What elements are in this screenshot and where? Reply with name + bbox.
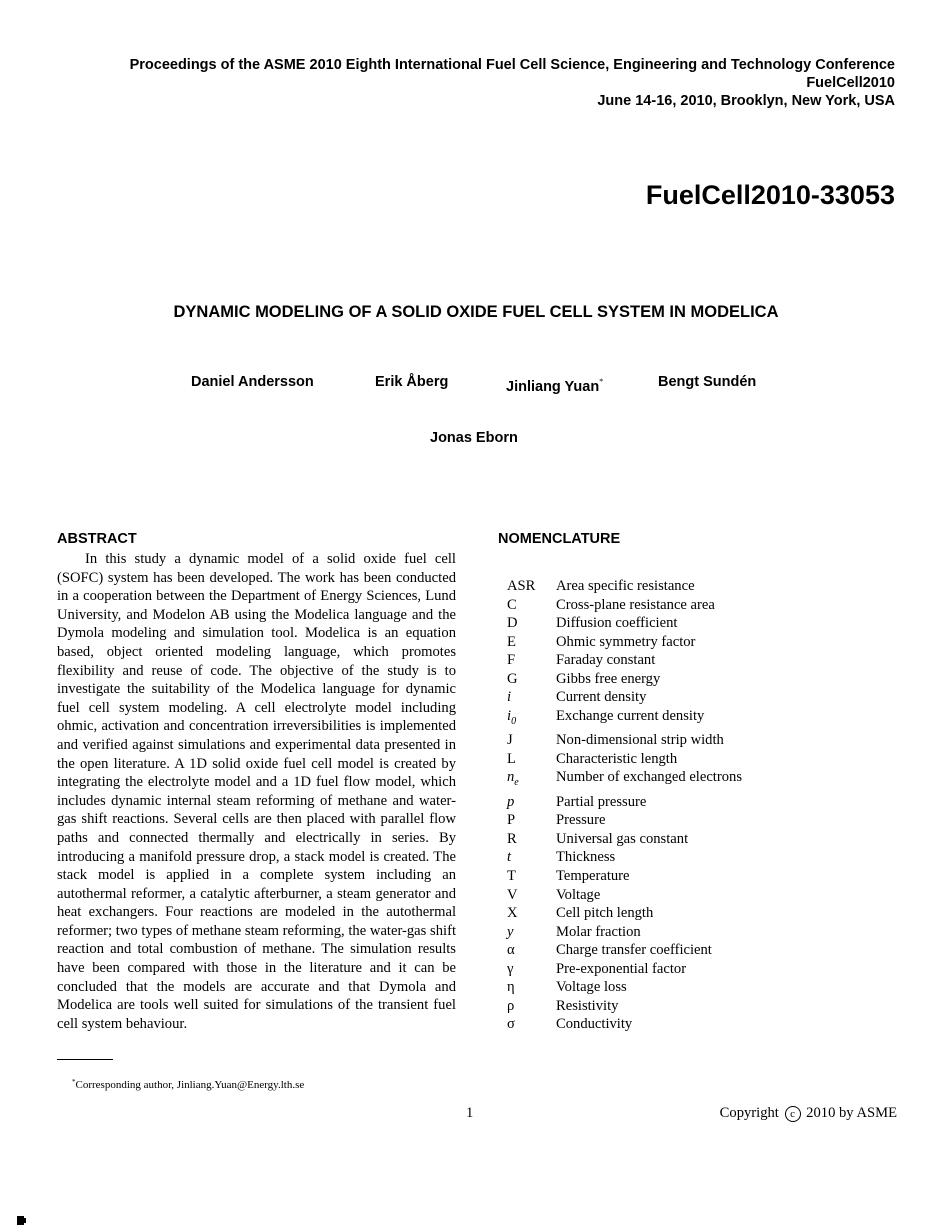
nomenclature-symbol-text: D: [507, 615, 518, 632]
nomenclature-description: Thickness: [556, 849, 616, 866]
nomenclature-row: [507, 960, 742, 979]
nomenclature-row: [507, 886, 742, 905]
nomenclature-row: [507, 923, 742, 942]
nomenclature-symbol: [507, 768, 556, 792]
nomenclature-symbol: [507, 811, 556, 830]
nomenclature-row: [507, 731, 742, 750]
nomenclature-description: Charge transfer coefficient: [556, 942, 712, 959]
paper-number: FuelCell2010-33053: [645, 180, 895, 210]
nomenclature-symbol-text: R: [507, 830, 517, 847]
footnote-mark: *: [72, 1078, 76, 1086]
nomenclature-symbol-text: σ: [507, 1016, 515, 1033]
nomenclature-symbol-text: α: [507, 942, 515, 959]
nomenclature-description: Cross-plane resistance area: [556, 596, 715, 613]
nomenclature-description: Partial pressure: [556, 793, 647, 810]
nomenclature-symbol: [507, 651, 556, 670]
paper-title: DYNAMIC MODELING OF A SOLID OXIDE FUEL CELL SYSTEM IN MODELICA: [173, 303, 779, 321]
nomenclature-description: Pressure: [556, 812, 606, 829]
corresponding-author-mark: *: [599, 377, 604, 386]
nomenclature-symbol: [507, 577, 556, 596]
abstract-heading: ABSTRACT: [57, 531, 137, 547]
nomenclature-symbol-text: E: [507, 633, 516, 650]
nomenclature-row: [507, 688, 742, 707]
nomenclature-symbol: [507, 793, 556, 812]
nomenclature-symbol-text: ASR: [507, 578, 536, 594]
nomenclature-symbol: [507, 867, 556, 886]
nomenclature-body: [507, 577, 742, 1034]
nomenclature-symbol-text: L: [507, 750, 516, 767]
nomenclature-row: [507, 614, 742, 633]
conference-name: Proceedings of the ASME 2010 Eighth International Fuel Cell Science, Engineering and Technology Conference: [129, 57, 895, 73]
nomenclature-description: Characteristic length: [556, 750, 678, 767]
page-number: 1: [466, 1105, 474, 1121]
nomenclature-row: [507, 651, 742, 670]
nomenclature-symbol: [507, 750, 556, 769]
nomenclature-row: [507, 941, 742, 960]
nomenclature-symbol-text: X: [507, 905, 518, 922]
nomenclature-symbol: [507, 941, 556, 960]
nomenclature-row: [507, 596, 742, 615]
nomenclature-row: [507, 997, 742, 1016]
nomenclature-row: [507, 633, 742, 652]
conference-date-location: June 14-16, 2010, Brooklyn, New York, USA: [597, 93, 895, 109]
nomenclature-symbol-text: i: [507, 707, 512, 724]
nomenclature-symbol: [507, 904, 556, 923]
nomenclature-table: [507, 577, 742, 1034]
nomenclature-symbol: [507, 848, 556, 867]
nomenclature-symbol: [507, 614, 556, 633]
nomenclature-description: Non-dimensional strip width: [556, 732, 724, 749]
nomenclature-row: [507, 670, 742, 689]
nomenclature-description: Diffusion coefficient: [556, 615, 678, 632]
nomenclature-description: Resistivity: [556, 997, 619, 1014]
nomenclature-description: Cell pitch length: [556, 905, 654, 922]
nomenclature-row: [507, 811, 742, 830]
nomenclature-symbol-text: G: [507, 670, 518, 687]
nomenclature-symbol: [507, 830, 556, 849]
nomenclature-row: [507, 707, 742, 731]
author-3: [506, 373, 603, 396]
nomenclature-heading: NOMENCLATURE: [498, 531, 621, 547]
nomenclature-symbol-subscript: e: [514, 777, 519, 789]
author-1: Daniel Andersson: [191, 374, 314, 390]
nomenclature-symbol: [507, 1015, 556, 1034]
nomenclature-symbol: [507, 997, 556, 1016]
nomenclature-description: Current density: [556, 689, 647, 706]
author-3-name: Jinliang Yuan: [506, 379, 600, 395]
nomenclature-symbol-text: t: [507, 849, 512, 866]
nomenclature-symbol-text: η: [507, 979, 515, 996]
nomenclature-row: [507, 750, 742, 769]
nomenclature-row: [507, 867, 742, 886]
nomenclature-row: [507, 848, 742, 867]
nomenclature-row: [507, 904, 742, 923]
nomenclature-symbol-text: F: [507, 652, 516, 669]
nomenclature-description: Area specific resistance: [556, 578, 695, 594]
nomenclature-symbol: [507, 670, 556, 689]
copyright-symbol: c: [785, 1106, 801, 1122]
copyright-notice: [720, 1104, 897, 1122]
copyright-suffix: 2010 by ASME: [806, 1105, 897, 1121]
nomenclature-symbol: [507, 886, 556, 905]
nomenclature-symbol-text: P: [507, 812, 516, 829]
nomenclature-description: Ohmic symmetry factor: [556, 633, 696, 650]
nomenclature-description: Molar fraction: [556, 923, 641, 940]
nomenclature-symbol: [507, 688, 556, 707]
nomenclature-row: [507, 768, 742, 792]
nomenclature-symbol-text: i: [507, 689, 512, 706]
footnote-text: Corresponding author, Jinliang.Yuan@Energy.lth.se: [75, 1079, 305, 1091]
nomenclature-row: [507, 577, 742, 596]
nomenclature-symbol: [507, 960, 556, 979]
nomenclature-description: Conductivity: [556, 1016, 633, 1033]
footnote: [72, 1075, 304, 1092]
nomenclature-description: Voltage loss: [556, 979, 627, 996]
nomenclature-symbol: [507, 633, 556, 652]
nomenclature-symbol-text: T: [507, 868, 516, 885]
nomenclature-description: Faraday constant: [556, 652, 656, 669]
nomenclature-symbol-text: V: [507, 886, 518, 903]
nomenclature-symbol: [507, 596, 556, 615]
nomenclature-symbol-text: y: [507, 923, 514, 940]
nomenclature-description: Gibbs free energy: [556, 670, 661, 687]
nomenclature-row: [507, 830, 742, 849]
nomenclature-description: Number of exchanged electrons: [556, 769, 742, 786]
author-4: Bengt Sundén: [658, 374, 757, 390]
nomenclature-symbol-text: p: [507, 793, 515, 810]
nomenclature-symbol-subscript: 0: [511, 715, 517, 727]
nomenclature-row: [507, 793, 742, 812]
abstract-text: In this study a dynamic model of a solid oxide fuel cell (SOFC) system has been developed. The work has been conducted in a cooperation between the Department of Energy Sciences, Lund University, and Modelon AB using the Modelica language and the Dymola modeling and simulation tool. Modelica is an equation based, object oriented modeling language, which promotes flexibility and reuse of code. The objective of the study is to investigate the suitability of the Modelica language for dynamic fuel cell system modeling. A cell electrolyte model including ohmic, activation and concentration irreversibilities is implemented and verified against simulations and experimental data presented in the open literature. A 1D solid oxide fuel cell model is created by integrating the electrolyte model and a 1D fuel flow model, which includes dynamic internal steam reforming of methane and water-gas shift reactions. Several cells are then placed with parallel flow paths and connected thermally and electrically in series. By introducing a manifold pressure drop, a stack model is created. The stack model is applied in a complete system including an autothermal reformer, a catalytic afterburner, a steam generator and heat exchangers. Four reactions are modeled in the autothermal reformer; two types of methane steam reforming, the water-gas shift reaction and total combustion of methane. The simulation results have been compared with those in the literature and it can be concluded that the models are accurate and that Dymola and Modelica are tools well suited for simulations of the transient fuel cell system behaviour.: [57, 551, 456, 1032]
copyright-prefix: Copyright: [719, 1105, 779, 1121]
nomenclature-symbol: [507, 923, 556, 942]
nomenclature-row: [507, 1015, 742, 1034]
author-5: Jonas Eborn: [430, 430, 518, 446]
nomenclature-symbol-text: n: [507, 769, 515, 786]
nomenclature-symbol: [507, 707, 556, 731]
nomenclature-description: Voltage: [556, 886, 601, 903]
nomenclature-description: Exchange current density: [556, 707, 705, 724]
corner-mark-icon: [17, 1216, 26, 1225]
nomenclature-description: Pre-exponential factor: [556, 960, 687, 977]
nomenclature-description: Temperature: [556, 868, 630, 885]
nomenclature-symbol-text: γ: [507, 960, 514, 977]
nomenclature-symbol: [507, 978, 556, 997]
conference-header: [35, 56, 895, 110]
nomenclature-symbol-text: C: [507, 596, 517, 613]
nomenclature-symbol-text: J: [507, 732, 513, 749]
nomenclature-symbol-text: ρ: [507, 997, 515, 1014]
nomenclature-row: [507, 978, 742, 997]
conference-short-name: FuelCell2010: [806, 75, 895, 91]
nomenclature-description: Universal gas constant: [556, 830, 689, 847]
author-2: Erik Åberg: [375, 374, 449, 390]
footnote-rule: [57, 1059, 113, 1060]
nomenclature-symbol: [507, 731, 556, 750]
